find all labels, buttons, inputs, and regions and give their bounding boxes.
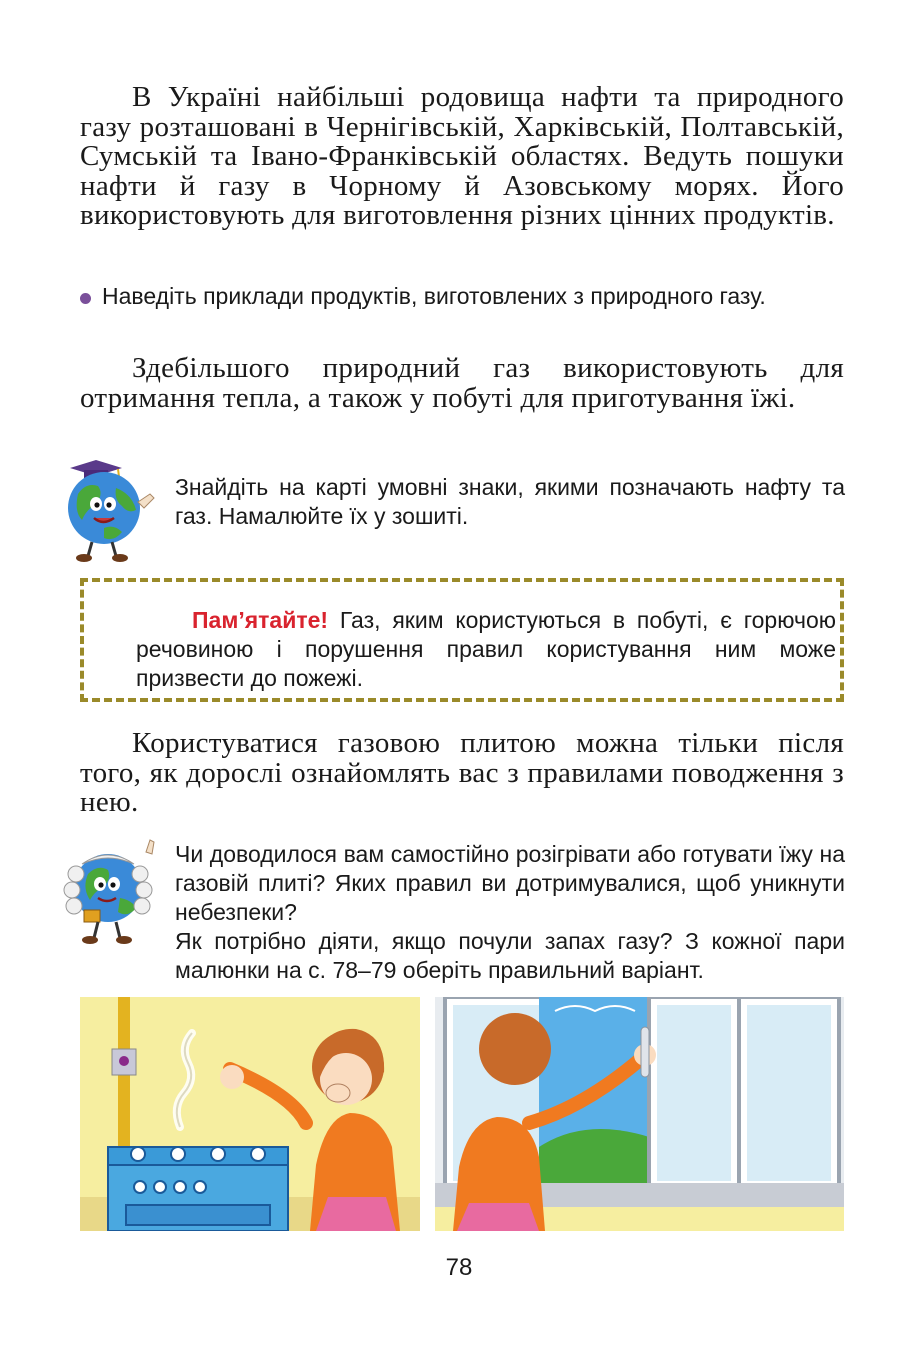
globe-mascot-icon	[52, 458, 160, 564]
task-gas-safety	[175, 840, 845, 985]
paragraph-gas-deposits: В Україні найбільші родовища нафти та природного газу розташовані в Чернігівській, Харківській, Полтавській, Сумській та Івано-Франківській областях. Ведуть пошуки нафти й газу в Чорному й Азовському морях. Його використовують для виготовлення різних цінних продуктів.	[80, 81, 844, 231]
task-gas-safety-line2: Як потрібно діяти, якщо почули запах газу? З кожної пари малюнки на с. 78–79 оберіть правильний варіант.	[175, 928, 845, 983]
remember-text	[84, 606, 840, 693]
illustration-open-window	[435, 997, 844, 1231]
page-number: 78	[445, 1254, 473, 1281]
illustration-gas-stove	[80, 997, 420, 1231]
remember-box	[80, 578, 844, 702]
bullet-dot-icon	[80, 293, 91, 304]
remember-body: Газ, яким користуються в побуті, є горючою речовиною і порушення правил користування ним може призвести до пожежі.	[136, 607, 836, 691]
paragraph-gas-usage: Здебільшого природний газ використовують для отримання тепла, а також у побуті для приготування їжі.	[80, 352, 844, 414]
bullet-question	[80, 282, 844, 311]
task-map-symbols: Знайдіть на карті умовні знаки, якими позначають нафту та газ. Намалюйте їх у зошиті.	[175, 474, 845, 529]
paragraph-stove-rules: Користуватися газовою плитою можна тільки після того, як дорослі ознайомлять вас з правилами поводження з нею.	[80, 727, 844, 818]
bullet-text: Наведіть приклади продуктів, виготовлених з природного газу.	[102, 283, 766, 309]
remember-lead: Пам’ятайте!	[192, 607, 329, 633]
globe-mascot-judge-icon	[58, 838, 162, 948]
task-gas-safety-line1: Чи доводилося вам самостійно розігрівати або готувати їжу на газовій плиті? Яких правил ви дотримувалися, щоб уникнути небезпеки?	[175, 841, 845, 925]
